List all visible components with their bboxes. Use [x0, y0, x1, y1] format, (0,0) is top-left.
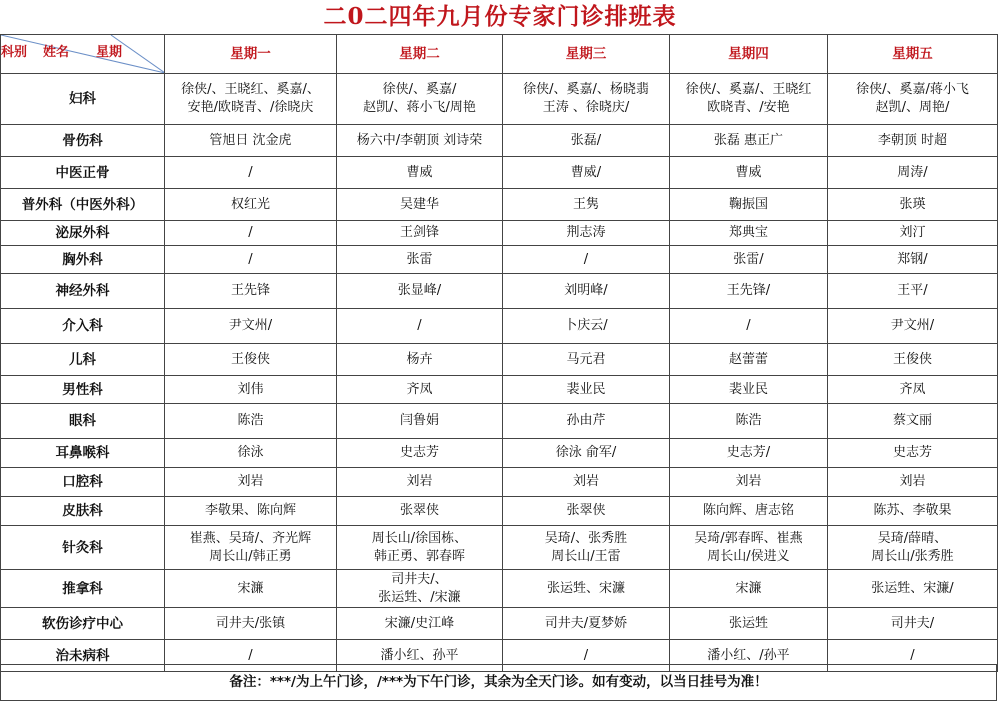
- schedule-cell: [828, 468, 998, 497]
- doctor-names: 崔燕、吴琦/、齐光辉: [189, 530, 312, 546]
- doctor-names: 宋濂: [237, 580, 264, 596]
- schedule-cell: [503, 309, 670, 344]
- dept-cell: 针灸科: [1, 526, 165, 570]
- doctor-names: 周涛/: [897, 164, 928, 180]
- schedule-cell: [337, 274, 503, 309]
- schedule-cell: [337, 404, 503, 439]
- doctor-names: 张运甡: [728, 615, 768, 631]
- doctor-names: 马元君: [566, 351, 606, 367]
- schedule-cell: [337, 608, 503, 640]
- schedule-cell: [828, 526, 998, 570]
- doctor-names: 韩正勇、郭春晖: [373, 548, 465, 564]
- table-row: [1, 526, 998, 570]
- schedule-cell: [670, 221, 828, 246]
- doctor-names: /: [583, 647, 589, 663]
- doctor-names: 管旭日 沈金虎: [209, 132, 292, 148]
- schedule-cell: [165, 468, 337, 497]
- schedule-cell: [503, 74, 670, 125]
- doctor-names: 陈浩: [735, 413, 762, 428]
- doctor-names: 卜庆云/: [564, 318, 608, 333]
- schedule-cell: [165, 526, 337, 570]
- dept-cell: 儿科: [1, 344, 165, 376]
- doctor-names: 王平/: [897, 283, 928, 298]
- doctor-names: 张运甡、/宋濂: [378, 589, 461, 605]
- doctor-names: 徐侠/、奚嘉/: [382, 82, 457, 97]
- table-row: [1, 570, 998, 608]
- schedule-cell: [670, 404, 828, 439]
- dept-cell: 眼科: [1, 404, 165, 439]
- doctor-names: 赵蕾蕾: [728, 351, 768, 367]
- dept-cell: 骨伤科: [1, 125, 165, 157]
- schedule-cell: [503, 570, 670, 608]
- doctor-names: 王先锋: [230, 283, 270, 298]
- doctor-names: 刘明峰/: [564, 283, 608, 298]
- doctor-names: /: [910, 647, 915, 663]
- schedule-cell: [670, 570, 828, 608]
- table-row: [1, 404, 998, 439]
- table-row: [1, 497, 998, 526]
- schedule-cell: [165, 221, 337, 246]
- schedule-cell: [337, 376, 503, 404]
- schedule-cell: [337, 189, 503, 221]
- doctor-names: 尹文州/: [228, 318, 273, 333]
- doctor-names: /: [583, 251, 589, 267]
- table-row: [1, 309, 998, 344]
- dept-cell: 治未病科: [1, 640, 165, 672]
- doctor-names: 史志芳/: [726, 445, 771, 460]
- dept-cell: 神经外科: [1, 274, 165, 309]
- schedule-cell: [828, 157, 998, 189]
- doctor-names: 曹威/: [570, 164, 602, 180]
- dept-cell: 泌尿外科: [1, 221, 165, 246]
- schedule-cell: [828, 189, 998, 221]
- schedule-cell: [503, 404, 670, 439]
- doctor-names: /: [248, 251, 253, 267]
- day-header-thu: 星期四: [670, 35, 828, 74]
- doctor-names: 荆志涛: [566, 225, 606, 240]
- schedule-cell: [670, 468, 828, 497]
- schedule-cell: [503, 157, 670, 189]
- doctor-names: 张雷/: [733, 251, 764, 267]
- doctor-names: 徐侠/、奚嘉/、杨晓翡: [523, 82, 649, 97]
- doctor-names: 张翠侠: [399, 503, 439, 518]
- schedule-cell: [503, 497, 670, 526]
- doctor-names: 郑钢/: [897, 251, 928, 267]
- doctor-names: 刘岩: [237, 474, 264, 489]
- doctor-names: 张磊/: [570, 132, 602, 148]
- table-row: [1, 221, 998, 246]
- schedule-cell: [670, 376, 828, 404]
- schedule-cell: [828, 125, 998, 157]
- schedule-cell: [503, 125, 670, 157]
- day-header-mon: 星期一: [165, 35, 337, 74]
- doctor-names: 赵凯/、蒋小飞/周艳: [363, 100, 476, 115]
- doctor-names: 裴业民: [728, 381, 768, 397]
- schedule-cell: [503, 439, 670, 468]
- schedule-cell: [503, 526, 670, 570]
- table-row: [1, 344, 998, 376]
- doctor-names: 刘岩: [406, 474, 433, 489]
- dept-cell: 推拿科: [1, 570, 165, 608]
- doctor-names: 裴业民: [566, 381, 606, 397]
- doctor-names: 张运甡、宋濂: [546, 580, 625, 596]
- schedule-cell: [828, 497, 998, 526]
- doctor-names: 曹威: [406, 164, 433, 180]
- table-row: [1, 246, 998, 274]
- doctor-names: 尹文州/: [890, 318, 935, 333]
- doctor-names: 司井夫/、: [391, 571, 448, 587]
- table-row: [1, 274, 998, 309]
- schedule-cell: [828, 246, 998, 274]
- schedule-cell: [337, 344, 503, 376]
- doctor-names: 张瑛: [899, 196, 926, 212]
- schedule-cell: [337, 221, 503, 246]
- header-row: [1, 35, 998, 74]
- doctor-names: 刘岩: [572, 474, 599, 489]
- doctor-names: 周长山/韩正勇: [209, 548, 292, 564]
- dept-cell: 普外科（中医外科）: [1, 189, 165, 221]
- schedule-cell: [828, 439, 998, 468]
- doctor-names: 王隽: [572, 196, 599, 212]
- schedule-cell: [337, 526, 503, 570]
- doctor-names: 刘汀: [899, 225, 926, 240]
- schedule-cell: [503, 274, 670, 309]
- doctor-names: 闫鲁娟: [399, 413, 439, 428]
- schedule-cell: [337, 468, 503, 497]
- schedule-cell: [828, 309, 998, 344]
- corner-header: [1, 35, 165, 74]
- doctor-names: 张翠侠: [566, 503, 606, 518]
- schedule-cell: [165, 439, 337, 468]
- doctor-names: 宋濂: [735, 580, 762, 596]
- doctor-names: 司井夫/: [890, 615, 935, 631]
- doctor-names: 潘小红、孙平: [380, 647, 459, 663]
- doctor-names: 徐侠/、王晓红、奚嘉/、: [181, 82, 320, 97]
- doctor-names: 郑典宝: [728, 225, 768, 240]
- schedule-cell: [503, 468, 670, 497]
- doctor-names: 齐凤: [406, 381, 433, 397]
- schedule-cell: [165, 309, 337, 344]
- schedule-cell: [670, 608, 828, 640]
- schedule-cell: [337, 439, 503, 468]
- schedule-cell: [337, 125, 503, 157]
- doctor-names: 张磊 惠正广: [713, 132, 784, 148]
- footnote: 备注：***/为上午门诊，/***为下午门诊，其余为全天门诊。如有变动，以当日挂号为准！: [0, 664, 997, 701]
- table-row: [1, 189, 998, 221]
- table-row: [1, 376, 998, 404]
- doctor-names: /: [248, 647, 253, 663]
- doctor-names: 吴琦/郭春晖、崔燕: [694, 530, 803, 546]
- doctor-names: 赵凯/、周艳/: [875, 100, 950, 115]
- doctor-names: 张显峰/: [397, 283, 442, 298]
- doctor-names: 齐凤: [899, 381, 926, 397]
- schedule-cell: [503, 246, 670, 274]
- doctor-names: 蔡文丽: [892, 413, 932, 428]
- schedule-cell: [165, 404, 337, 439]
- schedule-cell: [670, 189, 828, 221]
- doctor-names: 宋濂/史江峰: [384, 615, 455, 631]
- schedule-cell: [337, 246, 503, 274]
- schedule-cell: [165, 274, 337, 309]
- schedule-cell: [828, 376, 998, 404]
- doctor-names: 吴琦/、张秀胜: [544, 530, 628, 546]
- doctor-names: 曹威: [735, 164, 762, 180]
- dept-cell: 口腔科: [1, 468, 165, 497]
- schedule-cell: [670, 344, 828, 376]
- doctor-names: /: [248, 164, 253, 180]
- schedule-cell: [828, 404, 998, 439]
- day-header-fri: 星期五: [828, 35, 998, 74]
- doctor-names: 杨六中/李朝顶 刘诗荣: [356, 132, 483, 148]
- schedule-cell: [165, 608, 337, 640]
- doctor-names: 王先锋/: [726, 283, 771, 298]
- schedule-cell: [165, 157, 337, 189]
- doctor-names: 鞠振国: [728, 196, 768, 212]
- doctor-names: 徐侠/、奚嘉/、王晓红: [685, 82, 812, 97]
- doctor-names: 司井夫/夏梦娇: [544, 615, 628, 631]
- dept-cell: 皮肤科: [1, 497, 165, 526]
- schedule-cell: [165, 125, 337, 157]
- schedule-cell: [503, 608, 670, 640]
- schedule-cell: [828, 344, 998, 376]
- doctor-names: 周长山/徐国栋、: [371, 530, 468, 546]
- schedule-cell: [165, 497, 337, 526]
- schedule-cell: [670, 274, 828, 309]
- schedule-body: [1, 74, 998, 672]
- schedule-cell: [165, 344, 337, 376]
- doctor-names: 孙由芹: [566, 413, 606, 428]
- doctor-names: 史志芳: [399, 445, 439, 460]
- doctor-names: 权红光: [230, 196, 270, 212]
- doctor-names: 王俊侠: [230, 351, 270, 367]
- schedule-cell: [337, 74, 503, 125]
- schedule-cell: [503, 221, 670, 246]
- schedule-cell: [670, 309, 828, 344]
- page-title: 二0二四年九月份专家门诊排班表: [323, 3, 677, 30]
- doctor-names: 张雷: [406, 251, 433, 267]
- doctor-names: 王剑锋: [399, 225, 439, 240]
- dept-cell: 软伤诊疗中心: [1, 608, 165, 640]
- doctor-names: 王俊侠: [892, 351, 932, 367]
- schedule-cell: [337, 570, 503, 608]
- dept-cell: 介入科: [1, 309, 165, 344]
- doctor-names: 史志芳: [892, 445, 932, 460]
- doctor-names: 刘岩: [735, 474, 762, 489]
- dept-cell: 胸外科: [1, 246, 165, 274]
- doctor-names: /: [417, 318, 422, 333]
- doctor-names: 王涛 、徐晓庆/: [542, 100, 630, 115]
- schedule-cell: [670, 74, 828, 125]
- doctor-names: 周长山/侯进义: [707, 548, 790, 564]
- table-row: [1, 157, 998, 189]
- schedule-cell: [165, 570, 337, 608]
- schedule-cell: [670, 246, 828, 274]
- day-header-tue: 星期二: [337, 35, 503, 74]
- doctor-names: 周长山/王雷: [551, 548, 621, 564]
- doctor-names: /: [746, 318, 751, 333]
- schedule-cell: [503, 376, 670, 404]
- schedule-cell: [828, 221, 998, 246]
- table-row: [1, 468, 998, 497]
- dept-cell: 耳鼻喉科: [1, 439, 165, 468]
- schedule-cell: [828, 74, 998, 125]
- schedule-cell: [503, 344, 670, 376]
- doctor-names: 陈浩: [237, 413, 264, 428]
- schedule-cell: [670, 526, 828, 570]
- doctor-names: 刘岩: [899, 474, 926, 489]
- doctor-names: 司井夫/张镇: [215, 615, 286, 631]
- dept-cell: 男性科: [1, 376, 165, 404]
- schedule-cell: [165, 246, 337, 274]
- doctor-names: 张运甡、宋濂/: [871, 580, 954, 596]
- schedule-cell: [670, 439, 828, 468]
- doctor-names: 潘小红、/孙平: [707, 647, 790, 663]
- schedule-cell: [337, 309, 503, 344]
- schedule-cell: [165, 74, 337, 125]
- doctor-names: 陈苏、李敬果: [873, 503, 952, 518]
- schedule-cell: [828, 608, 998, 640]
- doctor-names: 欧晓青、/安艳: [707, 100, 790, 115]
- schedule-cell: [828, 570, 998, 608]
- schedule-cell: [670, 125, 828, 157]
- schedule-cell: [337, 157, 503, 189]
- doctor-names: 吴琦/薛晴、: [877, 530, 948, 546]
- doctor-names: 安艳/欧晓青、/徐晓庆: [187, 100, 314, 115]
- table-row: [1, 125, 998, 157]
- schedule-cell: [337, 497, 503, 526]
- schedule-table: [0, 34, 998, 672]
- table-row: [1, 74, 998, 125]
- schedule-cell: [670, 497, 828, 526]
- corner-name-label: 姓名: [43, 45, 70, 60]
- corner-weekday-label: 星期: [96, 45, 123, 60]
- schedule-cell: [828, 274, 998, 309]
- schedule-cell: [670, 157, 828, 189]
- doctor-names: 刘伟: [237, 381, 264, 397]
- day-header-wed: 星期三: [503, 35, 670, 74]
- doctor-names: 吴建华: [399, 196, 439, 212]
- table-row: [1, 608, 998, 640]
- doctor-names: 徐泳: [237, 445, 264, 460]
- doctor-names: 李朝顶 时超: [877, 132, 948, 148]
- doctor-names: 李敬果、陈向辉: [204, 503, 296, 518]
- doctor-names: 杨卉: [406, 351, 433, 367]
- schedule-cell: [503, 189, 670, 221]
- doctor-names: /: [248, 225, 253, 240]
- schedule-cell: [165, 189, 337, 221]
- doctor-names: 周长山/张秀胜: [871, 548, 954, 564]
- doctor-names: 陈向辉、唐志铭: [702, 503, 794, 518]
- dept-cell: 妇科: [1, 74, 165, 125]
- corner-dept-label: 科别: [1, 45, 28, 60]
- dept-cell: 中医正骨: [1, 157, 165, 189]
- table-row: [1, 439, 998, 468]
- doctor-names: 徐侠/、奚嘉/蒋小飞: [856, 82, 969, 97]
- schedule-cell: [165, 376, 337, 404]
- doctor-names: 徐泳 俞军/: [555, 445, 617, 460]
